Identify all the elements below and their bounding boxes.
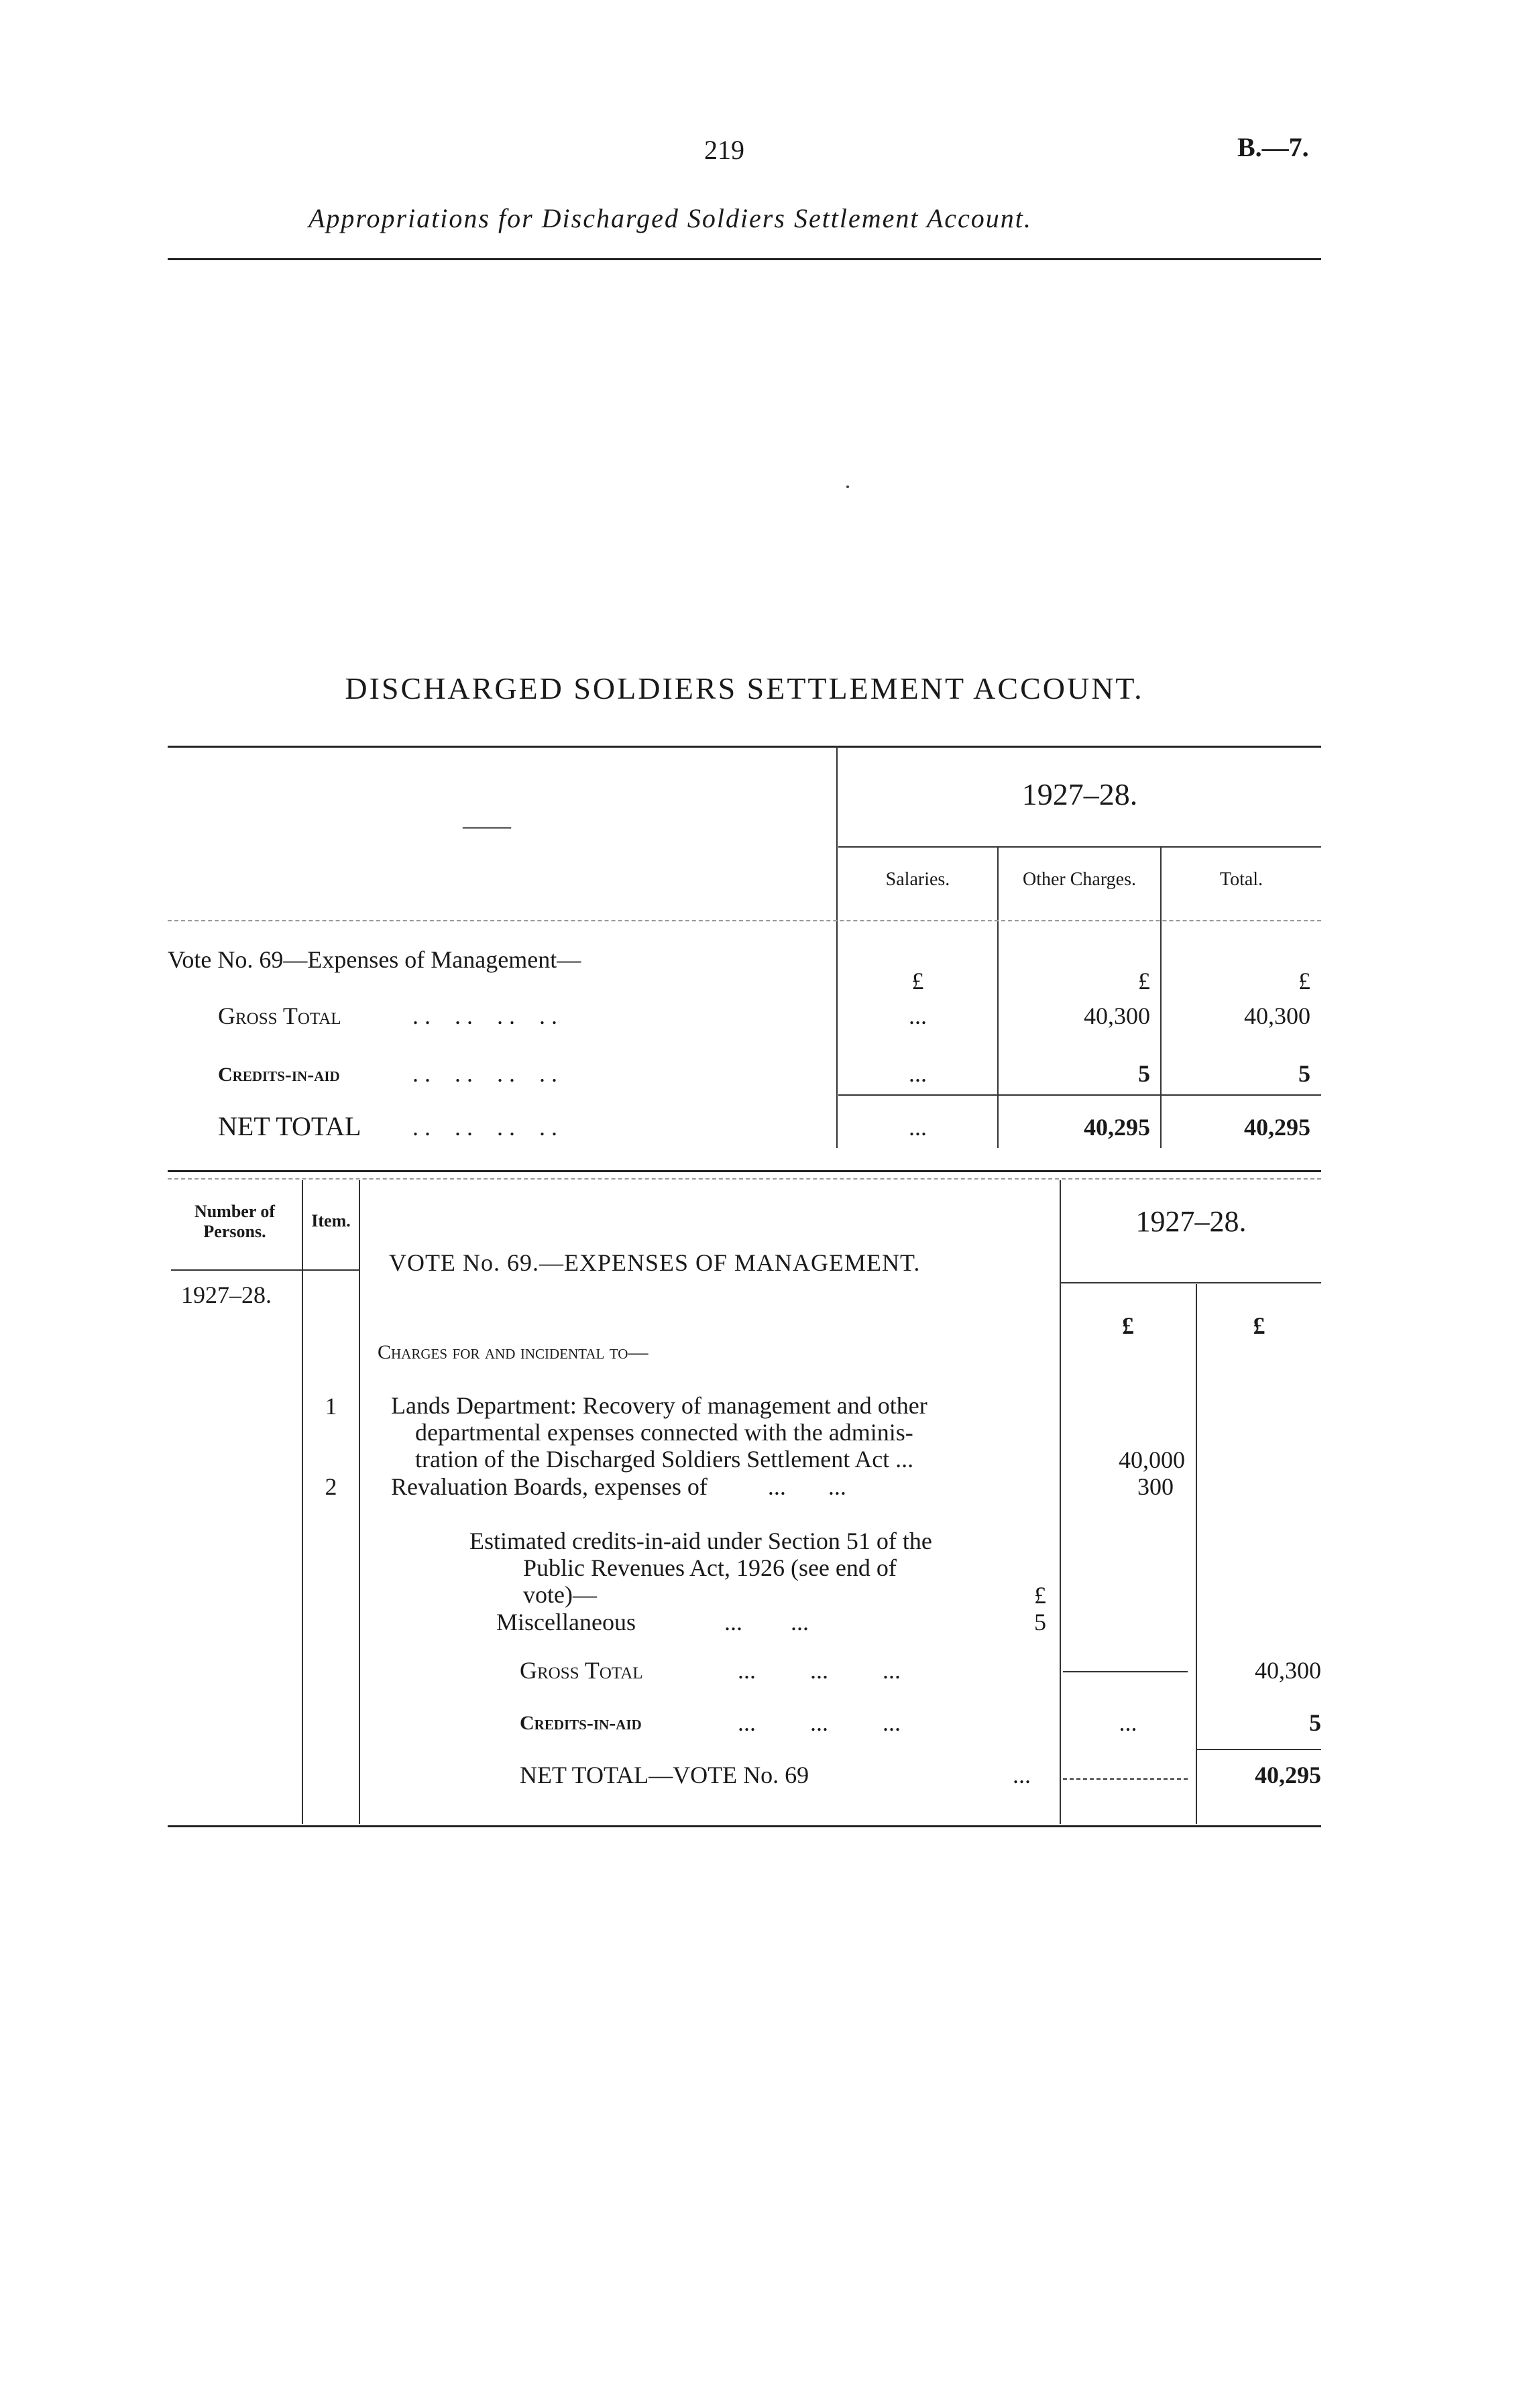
detail-gross-leader: ... ... ... [738,1657,901,1684]
persons-divider [302,1180,303,1824]
detail-top-rule [168,1170,1321,1172]
item-line: Lands Department: Recovery of management and other [391,1392,927,1419]
col-total: Total. [1219,869,1263,890]
net-total-leader: . . . . . . . . [412,1114,557,1141]
credits-leader: . . . . . . . . [412,1060,557,1087]
detail-bottom-rule [168,1825,1321,1827]
col-number-of-persons: Number of Persons. [194,1202,276,1241]
detail-gross-value: 40,300 [1255,1657,1321,1684]
detail-credits-leader: ... ... ... [738,1709,901,1736]
summary-divider [836,746,838,1148]
item-amount: 300 [1137,1473,1174,1500]
detail-currency-2: £ [1253,1312,1265,1339]
col-salaries: Salaries. [885,869,950,890]
credits-note-currency: £ [1034,1582,1046,1609]
col-item: Item. [311,1211,351,1230]
persons-rule [171,1269,302,1271]
detail-net-value: 40,295 [1255,1762,1321,1788]
detail-gross-label: Gross Total [520,1657,643,1684]
summary-year: 1927–28. [1021,777,1138,811]
header-rule [168,258,1321,260]
page-number: 219 [704,135,744,165]
page-subtitle: Appropriations for Discharged Soldiers Settlement Account. [308,203,1032,233]
credits-salaries: ... [909,1060,927,1087]
credits-label: Credits-in-aid [218,1064,340,1086]
credits-note [469,1528,1046,1608]
misc-leader: ... ... [724,1609,809,1636]
item-amount: 40,000 [1119,1446,1185,1473]
summary-header-rule [168,920,1321,921]
total-currency: £ [1298,968,1310,994]
other-currency: £ [1138,968,1150,994]
gross-total-label: Gross Total [218,1002,341,1029]
detail-top-rule-2 [168,1178,1321,1180]
summary-blank-heading: —— [463,812,511,839]
amount-col-divider [1196,1284,1197,1824]
item-line: tration of the Discharged Soldiers Settlement Act ... [415,1446,914,1473]
salaries-currency: £ [911,968,924,994]
detail-net-leader: ... [1013,1762,1031,1788]
credits-total: 5 [1298,1060,1310,1087]
detail-net-rule [1197,1749,1321,1750]
detail-net-rule-left [1063,1778,1188,1780]
credits-note-line: vote)— [523,1581,597,1608]
gross-total-value: 40,300 [1244,1002,1310,1029]
net-total-label: NET TOTAL [218,1111,361,1141]
detail-year: 1927–28. [1135,1205,1247,1238]
vote-label: Vote No. 69—Expenses of Management— [168,946,581,973]
credits-note-line: Public Revenues Act, 1926 (see end of [523,1554,897,1581]
misc-label: Miscellaneous [496,1609,636,1636]
gross-total-leader: . . . . . . . . [412,1002,557,1029]
detail-credits-value: 5 [1309,1709,1321,1736]
other-divider [1160,846,1162,1148]
net-rule [838,1094,1321,1096]
persons-year: 1927–28. [181,1281,272,1308]
item-number: 2 [325,1473,337,1500]
item-line: departmental expenses connected with the adminis- [415,1419,913,1446]
summary-top-rule [168,746,1321,748]
col-other-charges: Other Charges. [1023,869,1136,890]
detail-year-rule [1061,1282,1321,1283]
print-speck [846,485,849,488]
detail-currency-1: £ [1122,1312,1134,1339]
salaries-divider [997,846,999,1148]
item-description [391,1392,1062,1473]
detail-net-label: NET TOTAL—VOTE No. 69 [520,1762,809,1788]
gross-salaries: ... [909,1002,927,1029]
gross-other: 40,300 [1084,1002,1150,1029]
net-total-value: 40,295 [1244,1114,1310,1141]
account-title: DISCHARGED SOLDIERS SETTLEMENT ACCOUNT. [345,671,1144,705]
credits-other: 5 [1138,1060,1150,1087]
item-number: 1 [325,1393,337,1420]
detail-credits-col1: ... [1119,1709,1137,1736]
net-other: 40,295 [1084,1114,1150,1141]
charges-heading: Charges for and incidental to— [378,1341,649,1363]
item-rule [303,1269,359,1271]
year-rule [838,846,1321,848]
document-reference: B.—7. [1237,132,1309,162]
item-description: Revaluation Boards, expenses of ... ... [391,1473,846,1500]
detail-credits-label: Credits-in-aid [520,1712,642,1734]
net-salaries: ... [909,1114,927,1141]
vote-heading: VOTE No. 69.—EXPENSES OF MANAGEMENT. [389,1249,921,1276]
item-divider [359,1180,360,1824]
credits-note-line: Estimated credits-in-aid under Section 51 of the [469,1528,932,1554]
misc-value: 5 [1034,1609,1046,1636]
detail-gross-rule [1063,1671,1188,1672]
